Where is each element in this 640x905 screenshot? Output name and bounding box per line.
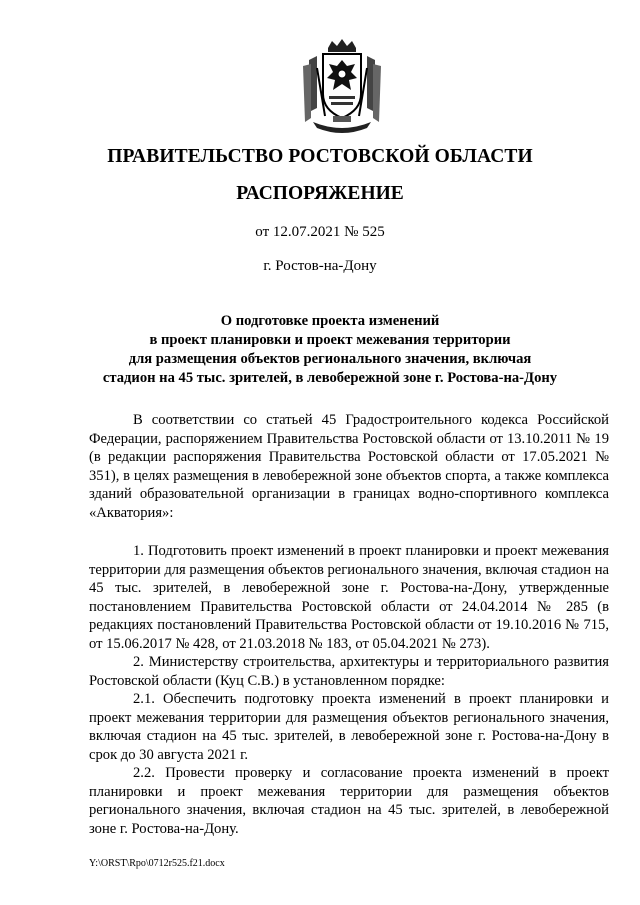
document-type: РАСПОРЯЖЕНИЕ <box>236 183 404 204</box>
subject-line: в проект планировки и проект межевания территории <box>149 332 511 348</box>
document-date-number: от 12.07.2021 № 525 <box>255 224 385 240</box>
government-title: ПРАВИТЕЛЬСТВО РОСТОВСКОЙ ОБЛАСТИ <box>107 146 533 167</box>
subject-line: стадион на 45 тыс. зрителей, в левобережной зоне г. Ростова-на-Дону <box>102 370 558 386</box>
coat-of-arms-icon <box>295 38 389 134</box>
document-city: г. Ростов-на-Дону <box>263 258 377 274</box>
subject-line: для размещения объектов регионального значения, включая <box>128 351 532 367</box>
file-path-footer: Y:\ORST\Rpo\0712r525.f21.docx <box>89 858 225 869</box>
item-1-paragraph: 1. Подготовить проект изменений в проект планировки и проект межевания территории для размещения объектов регионального значения, включая стадион на 45 тыс. зрителей, в левобережной зоне г. Ростова-на-Дону, утвержденные постановлением Правительства Ростовской области от 24.04.2014 № 285 (в редакциях постановлений Правительства Ростовской области от 19.10.2016 № 715, от 15.06.2017 № 428, от 21.03.2018 № 183, от 05.04.2021 № 273). <box>89 543 609 652</box>
item-2-paragraph: 2. Министерству строительства, архитектуры и территориального развития Ростовской области (Куц С.В.) в установленном порядке: <box>89 654 609 689</box>
subject-line: О подготовке проекта изменений <box>220 313 440 329</box>
item-2-2-paragraph: 2.2. Провести проверку и согласование проекта изменений в проект планировки и проект межевания территории для размещения объектов регионального значения, включая стадион на 45 тыс. зрителей, в левобережной зоне г. Ростова-на-Дону. <box>89 765 609 837</box>
document-body <box>89 411 609 838</box>
preamble-paragraph: В соответствии со статьей 45 Градостроительного кодекса Российской Федерации, распоряжением Правительства Ростовской области от 13.10.2011 № 19 (в редакции распоряжения Правительства Ростовской области от 17.05.2021 № 351), в целях размещения в левобережной зоне объектов спорта, а также комплекса зданий образовательной организации в границах водно-спортивного комплекса «Акватория»: <box>89 412 609 521</box>
document-subject <box>70 312 590 388</box>
item-2-1-paragraph: 2.1. Обеспечить подготовку проекта изменений в проект планировки и проект межевания территории для размещения объектов регионального значения, включая стадион на 45 тыс. зрителей, в левобережной зоне г. Ростова-на-Дону в срок до 30 августа 2021 г. <box>89 691 609 763</box>
